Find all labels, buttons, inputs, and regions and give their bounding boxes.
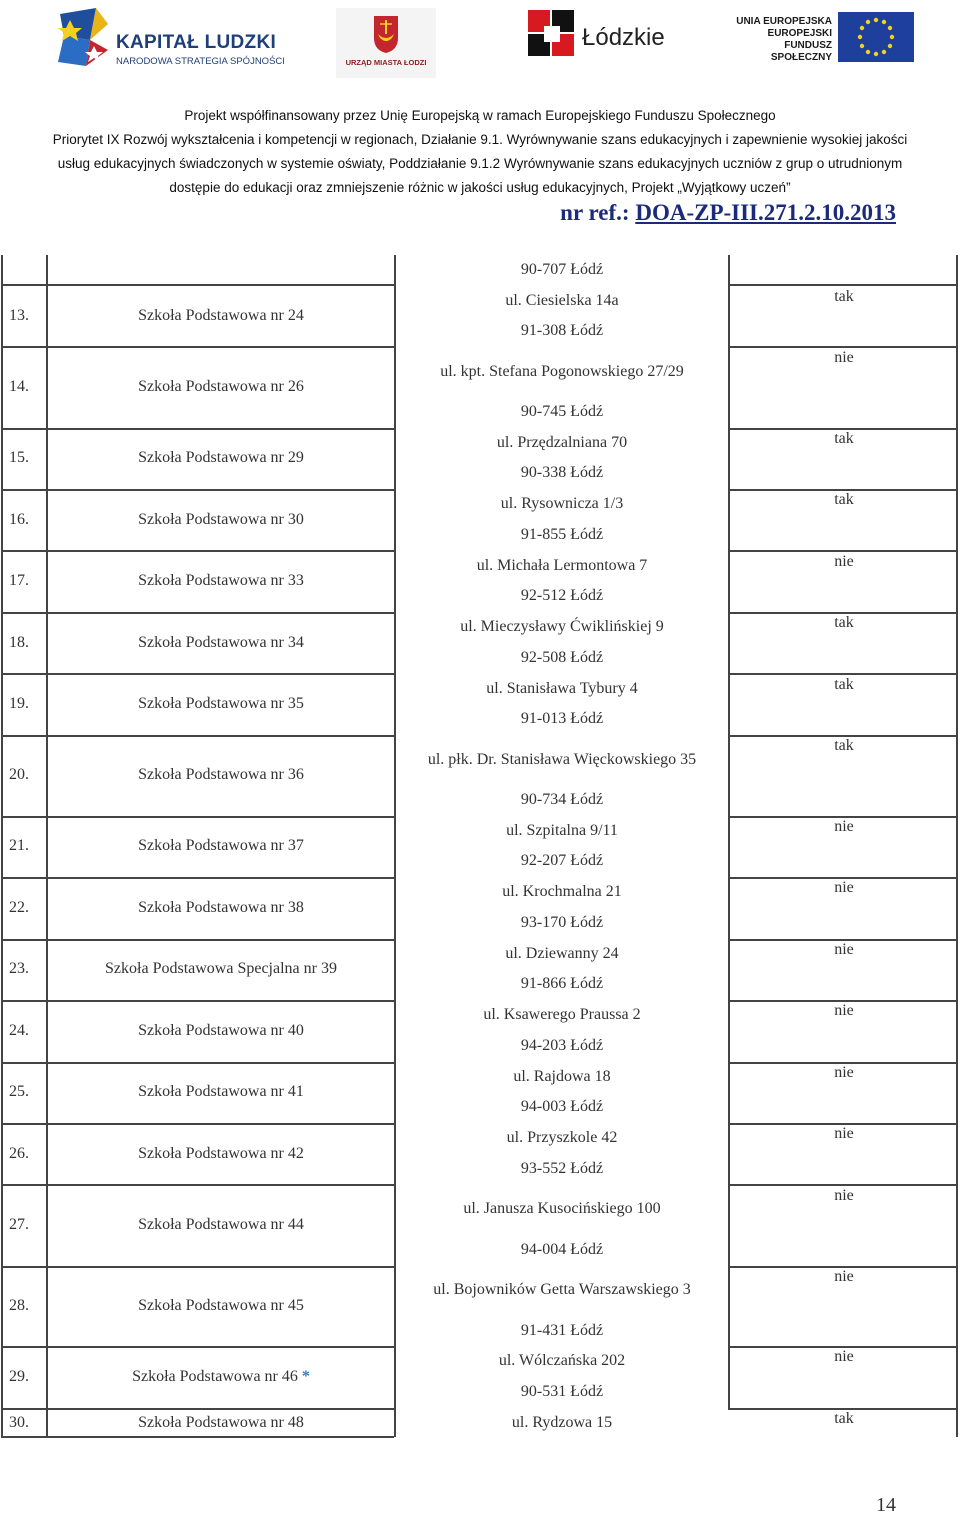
lodzkie-mark-icon: [528, 10, 576, 58]
school-postal: 90-734 Łódź: [520, 791, 604, 808]
school-name: Szkoła Podstawowa nr 38: [138, 899, 304, 916]
school-name: Szkoła Podstawowa nr 42: [138, 1145, 304, 1162]
row-number: 16.: [9, 511, 29, 528]
row-number: 21.: [9, 837, 29, 854]
yes-no-value: tak: [834, 288, 854, 305]
school-street: ul. Przyszkole 42: [506, 1129, 618, 1146]
yes-no-value: tak: [834, 430, 854, 447]
school-name: Szkoła Podstawowa Specjalna nr 39: [105, 960, 337, 977]
kapital-ludzki-title: KAPITAŁ LUDZKI: [116, 32, 277, 53]
yes-no-value: tak: [834, 614, 854, 631]
yes-no-value: nie: [834, 1125, 854, 1142]
asterisk-marker: *: [301, 1368, 310, 1385]
ref-number: DOA-ZP-III.271.2.10.2013: [635, 200, 896, 225]
eu-flag-icon: [838, 12, 914, 62]
school-street: ul. Wólczańska 202: [498, 1352, 626, 1369]
grid-hline: [1, 877, 394, 879]
boat-crest-icon: [372, 14, 400, 54]
row-number: 20.: [9, 766, 29, 783]
school-street: ul. Bojowników Getta Warszawskiego 3: [433, 1281, 691, 1298]
school-street: ul. kpt. Stefana Pogonowskiego 27/29: [440, 363, 684, 380]
school-street: ul. Rysownicza 1/3: [500, 495, 624, 512]
school-postal: 92-508 Łódź: [520, 649, 604, 666]
grid-hline: [1, 1062, 394, 1064]
school-postal: 91-431 Łódź: [520, 1322, 604, 1339]
school-street: ul. Stanisława Tybury 4: [486, 680, 638, 697]
school-postal: 90-745 Łódź: [520, 403, 604, 420]
school-name: Szkoła Podstawowa nr 29: [138, 449, 304, 466]
yes-no-value: nie: [834, 818, 854, 835]
yes-no-value: nie: [834, 1187, 854, 1204]
kapital-ludzki-mark-icon: [56, 6, 112, 78]
grid-hline: [1, 1436, 394, 1438]
yes-no-value: tak: [834, 1410, 854, 1427]
grid-hline: [1, 612, 394, 614]
grid-hline: [1, 346, 394, 348]
school-postal: 92-207 Łódź: [520, 852, 604, 869]
school-postal: 90-338 Łódź: [520, 464, 604, 481]
grid-hline: [728, 284, 958, 286]
row-number: 18.: [9, 634, 29, 651]
row-number: 19.: [9, 695, 29, 712]
reference-number: [560, 200, 896, 226]
school-postal: 90-531 Łódź: [520, 1383, 604, 1400]
row-number: 15.: [9, 449, 29, 466]
row-number: 26.: [9, 1145, 29, 1162]
row-number: 29.: [9, 1368, 29, 1385]
school-name: Szkoła Podstawowa nr 35: [138, 695, 304, 712]
school-street: ul. Ciesielska 14a: [505, 292, 619, 309]
page-number: 14: [876, 1494, 896, 1516]
row-number: 23.: [9, 960, 29, 977]
grid-hline: [1, 284, 394, 286]
school-name: Szkoła Podstawowa nr 44: [138, 1216, 304, 1233]
yes-no-value: nie: [834, 941, 854, 958]
row-number: 27.: [9, 1216, 29, 1233]
top-fragment-postal: 90-707 Łódź: [520, 261, 604, 278]
school-name: Szkoła Podstawowa nr 41: [138, 1083, 304, 1100]
grid-hline: [1, 1266, 394, 1268]
school-postal: 93-170 Łódź: [520, 914, 604, 931]
school-name: Szkoła Podstawowa nr 37: [138, 837, 304, 854]
school-name: Szkoła Podstawowa nr 33: [138, 572, 304, 589]
school-postal: 94-004 Łódź: [520, 1241, 604, 1258]
ref-label: nr ref.:: [560, 200, 636, 225]
header-line-1: Projekt współfinansowany przez Unię Europejską w ramach Europejskiego Funduszu Społecznego: [184, 108, 776, 123]
grid-vline: [1, 255, 3, 1437]
school-postal: 94-003 Łódź: [520, 1098, 604, 1115]
row-number: 17.: [9, 572, 29, 589]
row-number: 25.: [9, 1083, 29, 1100]
grid-hline: [1, 550, 394, 552]
header-line-4: dostępie do edukacji oraz zmniejszenie różnic w jakości usług edukacyjnych, Projekt „Wyjątkowy uczeń”: [169, 180, 791, 195]
yes-no-value: nie: [834, 1268, 854, 1285]
row-number: 13.: [9, 307, 29, 324]
header-line-2: Priorytet IX Rozwój wykształcenia i kompetencji w regionach, Działanie 9.1. Wyrównywanie szans edukacyjnych i zapewnienie wysokiej jakości: [52, 132, 908, 147]
grid-hline: [1, 673, 394, 675]
school-postal: 94-203 Łódź: [520, 1037, 604, 1054]
grid-hline: [728, 673, 958, 675]
school-street: ul. Krochmalna 21: [502, 883, 622, 900]
school-street: ul. płk. Dr. Stanisława Więckowskiego 35: [427, 751, 697, 768]
yes-no-value: tak: [834, 737, 854, 754]
lodzkie-logo: [528, 10, 668, 66]
school-street: ul. Przędzalniana 70: [496, 434, 628, 451]
grid-hline: [728, 346, 958, 348]
grid-hline: [1, 1346, 394, 1348]
row-number: 22.: [9, 899, 29, 916]
school-street: ul. Rajdowa 18: [513, 1068, 611, 1085]
eu-line-3: FUNDUSZ SPOŁECZNY: [770, 40, 832, 63]
yes-no-value: nie: [834, 553, 854, 570]
eu-line-1: UNIA EUROPEJSKA: [736, 16, 832, 27]
yes-no-value: tak: [834, 491, 854, 508]
logo-bar: [0, 0, 960, 96]
grid-hline: [728, 1184, 958, 1186]
row-number: 24.: [9, 1022, 29, 1039]
urzad-miasta-label: URZĄD MIASTA ŁODZI: [345, 58, 427, 67]
grid-hline: [1, 1184, 394, 1186]
yes-no-value: tak: [834, 676, 854, 693]
grid-hline: [1, 428, 394, 430]
grid-hline: [1, 1408, 394, 1410]
school-street: ul. Dziewanny 24: [505, 945, 619, 962]
school-name: Szkoła Podstawowa nr 26: [138, 378, 304, 395]
row-number: 14.: [9, 378, 29, 395]
school-postal: 92-512 Łódź: [520, 587, 604, 604]
urzad-miasta-logo: [336, 8, 436, 78]
school-street: ul. Mieczysławy Ćwiklińskiej 9: [460, 618, 664, 635]
grid-vline: [394, 255, 396, 1437]
school-name: Szkoła Podstawowa nr 46: [132, 1368, 298, 1385]
yes-no-value: nie: [834, 1064, 854, 1081]
grid-hline: [1, 939, 394, 941]
yes-no-value: nie: [834, 1348, 854, 1365]
lodzkie-label: Łódzkie: [582, 24, 665, 51]
school-street: ul. Rydzowa 15: [511, 1414, 613, 1431]
school-postal: 91-308 Łódź: [520, 322, 604, 339]
grid-hline: [1, 816, 394, 818]
school-name: Szkoła Podstawowa nr 40: [138, 1022, 304, 1039]
eu-label: [728, 16, 832, 64]
eu-line-2: EUROPEJSKI: [767, 28, 832, 39]
school-street: ul. Michała Lermontowa 7: [476, 557, 648, 574]
school-street: ul. Janusza Kusocińskiego 100: [463, 1200, 661, 1217]
yes-no-value: nie: [834, 1002, 854, 1019]
school-name: Szkoła Podstawowa nr 36: [138, 766, 304, 783]
school-name: Szkoła Podstawowa nr 45: [138, 1297, 304, 1314]
kapital-ludzki-logo: [56, 6, 286, 78]
school-name: Szkoła Podstawowa nr 48: [138, 1414, 304, 1431]
row-number: 30.: [9, 1414, 29, 1431]
grid-hline: [728, 550, 958, 552]
school-name: Szkoła Podstawowa nr 34: [138, 634, 304, 651]
school-postal: 93-552 Łódź: [520, 1160, 604, 1177]
grid-hline: [1, 735, 394, 737]
school-name: Szkoła Podstawowa nr 30: [138, 511, 304, 528]
school-name: Szkoła Podstawowa nr 24: [138, 307, 304, 324]
school-postal: 91-866 Łódź: [520, 975, 604, 992]
school-name-cell: [48, 1368, 394, 1386]
header-line-3: usług edukacyjnych świadczonych w systemie oświaty, Poddziałanie 9.1.2 Wyrównywanie szans edukacyjnych uczniów z grup o utrudnionym: [57, 156, 903, 171]
grid-hline: [1, 1123, 394, 1125]
school-street: ul. Ksawerego Praussa 2: [483, 1006, 641, 1023]
grid-hline: [1, 1000, 394, 1002]
row-number: 28.: [9, 1297, 29, 1314]
grid-hline: [1, 489, 394, 491]
school-street: ul. Szpitalna 9/11: [506, 822, 618, 839]
kapital-ludzki-subtitle: NARODOWA STRATEGIA SPÓJNOŚCI: [116, 56, 285, 67]
school-postal: 91-013 Łódź: [520, 710, 604, 727]
yes-no-value: nie: [834, 879, 854, 896]
eu-logo: [728, 12, 916, 64]
school-postal: 91-855 Łódź: [520, 526, 604, 543]
yes-no-value: nie: [834, 349, 854, 366]
